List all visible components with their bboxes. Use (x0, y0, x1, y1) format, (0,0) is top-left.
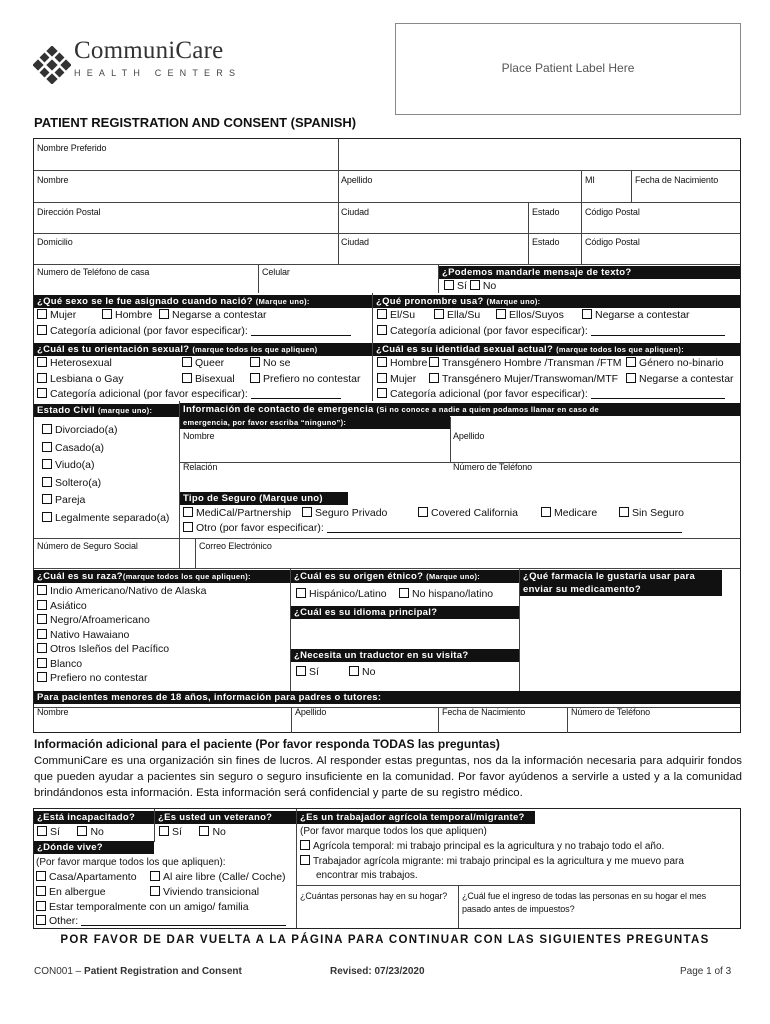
farmworker-option-migrant: Trabajador agrícola migrante: mi trabajo principal es la agricultura y me muevo para (300, 855, 684, 868)
marital-option (42, 494, 85, 507)
sex-option-female: Mujer (37, 309, 76, 322)
label-placeholder: Place Patient Label Here (501, 61, 635, 75)
additional-questions (33, 808, 741, 929)
identity-option-nonbinary: Género no-binario (626, 357, 724, 370)
ssn-label: Número de Seguro Social (37, 541, 138, 551)
specify-line[interactable] (591, 326, 725, 336)
option-label: Prefiero no contestar (50, 672, 148, 684)
farmworker-option-migrant-cont: encontrar mis trabajos. (316, 870, 418, 881)
veteran-question: ¿Es usted un veterano? (155, 811, 296, 824)
emergency-contact-hint: emergencia, por favor escriba “ninguno”): (180, 416, 450, 429)
orientation-option-hetero: Heterosexual (37, 357, 112, 370)
specify-line[interactable] (81, 916, 286, 926)
state-label: Estado (532, 237, 560, 247)
translator-option-yes: Sí (296, 666, 319, 679)
registration-form (33, 138, 741, 733)
identity-option-woman: Mujer (377, 373, 416, 386)
farmworker-hint: (Por favor marque todos los que apliquen) (300, 826, 487, 837)
checkbox[interactable] (377, 373, 387, 383)
guardian-last-label: Apellido (295, 707, 327, 717)
checkbox[interactable] (37, 826, 47, 836)
home-phone-label: Numero de Teléfono de casa (37, 267, 150, 277)
checkbox[interactable] (199, 826, 209, 836)
farmworker-option-seasonal: Agrícola temporal: mi trabajo principal es la agricultura y no trabajo todo el año. (300, 840, 664, 853)
checkbox[interactable] (150, 886, 160, 896)
sex-option-other: Categoría adicional (por favor especificar): (37, 325, 351, 338)
marital-option (42, 512, 169, 525)
address-label: Domicilio (37, 237, 73, 247)
emergency-name-label: Nombre (183, 431, 215, 441)
checkbox[interactable] (182, 373, 192, 383)
guardian-phone-label: Número de Teléfono (571, 707, 651, 717)
household-people-label: ¿Cuántas personas hay en su hogar? (300, 891, 448, 901)
living-option-shelter: En albergue (36, 886, 106, 899)
option-label: Nativo Hawaiano (50, 628, 130, 641)
living-hint: (Por favor marque todos los que apliquen): (36, 857, 226, 868)
email-label: Correo Electrónico (199, 541, 272, 551)
pronoun-question: ¿Qué pronombre usa? (Marque uno): (373, 295, 740, 308)
orientation-option-unknown: No se (250, 357, 290, 370)
checkbox[interactable] (36, 886, 46, 896)
insurance-option-medicare: Medicare (541, 507, 597, 520)
marital-option (42, 442, 104, 455)
option-label: Sí (457, 280, 467, 292)
identity-option-man: Hombre (377, 357, 427, 370)
checkbox[interactable] (159, 309, 169, 319)
checkbox[interactable] (150, 871, 160, 881)
preferred-name-label: Nombre Preferido (37, 143, 107, 153)
last-name-label: Apellido (341, 175, 373, 185)
footer-page: Page 1 of 3 (680, 966, 732, 977)
checkbox[interactable] (42, 424, 52, 434)
checkbox[interactable] (37, 600, 47, 610)
veteran-options: Sí No (159, 826, 226, 839)
document-title: PATIENT REGISTRATION AND CONSENT (SPANISH) (34, 115, 357, 130)
checkbox[interactable] (250, 357, 260, 367)
checkbox[interactable] (470, 280, 480, 290)
translator-question: ¿Necesita un traductor en su visita? (291, 649, 519, 662)
race-option (37, 614, 150, 627)
option-label: Legalmente separado(a) (55, 511, 170, 524)
insurance-option-private: Seguro Privado (302, 507, 387, 520)
checkbox[interactable] (37, 309, 47, 319)
checkbox[interactable] (42, 512, 52, 522)
identity-question: ¿Cuál es su identidad sexual actual? (marque todos los que apliquen): (373, 343, 740, 356)
checkbox[interactable] (444, 280, 454, 290)
living-option-house: Casa/Apartamento (36, 871, 137, 884)
option-label: Indio Americano/Nativo de Alaska (50, 585, 207, 597)
race-option (37, 629, 129, 642)
marital-option (42, 424, 117, 437)
checkbox[interactable] (37, 629, 47, 639)
additional-info-paragraph: CommuniCare es una organización sin fines de lucros. Al responder estas preguntas, nos da la información necesaria para adquirir fondos que pueden ayudar a pacientes sin seguro o seguro insuficiente en la comunidad. Por favor ayúdenos a servirle a usted y a la comunidad brindándonos esta información. Esta información será confidencial y parte de su registro médico. (34, 755, 742, 799)
minors-title: Para pacientes menores de 18 años, información para padres o tutores: (34, 691, 740, 704)
checkbox[interactable] (626, 357, 636, 367)
orientation-option-other: Categoría adicional (por favor especificar): (37, 388, 341, 401)
checkbox[interactable] (37, 585, 47, 595)
option-label: Divorciado(a) (55, 424, 118, 436)
checkbox[interactable] (377, 357, 387, 367)
living-option-temporary: Estar temporalmente con un amigo/ familia (36, 901, 249, 914)
checkbox[interactable] (37, 373, 47, 383)
race-option (37, 585, 206, 598)
orientation-question: ¿Cuál es tu orientación sexual? (marque todos los que apliquen) (34, 343, 372, 356)
identity-option-transwoman: Transgénero Mujer/Transwoman/MTF (429, 373, 618, 386)
ethnicity-option-hispanic: Hispánico/Latino (296, 588, 387, 601)
pharmacy-question-line1: ¿Qué farmacia le gustaría usar para (520, 570, 722, 583)
checkbox[interactable] (37, 357, 47, 367)
disabled-options: Sí No (37, 826, 104, 839)
pronoun-option-other: Categoría adicional (por favor especificar): (377, 325, 725, 338)
option-label: Otros Isleños del Pacífico (50, 643, 170, 655)
checkbox[interactable] (377, 325, 387, 335)
specify-line[interactable] (251, 326, 351, 336)
checkbox[interactable] (37, 325, 47, 335)
checkbox[interactable] (582, 309, 592, 319)
checkbox[interactable] (496, 309, 506, 319)
marital-option (42, 459, 95, 472)
checkbox[interactable] (626, 373, 636, 383)
specify-line[interactable] (327, 523, 682, 533)
option-label: Negro/Afroamericano (50, 614, 150, 626)
checkbox[interactable] (302, 507, 312, 517)
marital-option (42, 477, 101, 490)
checkbox[interactable] (377, 309, 387, 319)
race-option (37, 643, 169, 656)
checkbox[interactable] (619, 507, 629, 517)
insurance-option-none: Sin Seguro (619, 507, 684, 520)
race-option (37, 658, 82, 671)
specify-line[interactable] (251, 389, 341, 399)
household-income-label-cont: pasado antes de impuestos? (462, 904, 575, 914)
checkbox[interactable] (300, 840, 310, 850)
identity-option-decline: Negarse a contestar (626, 373, 734, 386)
checkbox[interactable] (37, 643, 47, 653)
identity-option-transman: Transgénero Hombre /Transman /FTM (429, 357, 622, 370)
checkbox[interactable] (541, 507, 551, 517)
state-label: Estado (532, 207, 560, 217)
option-label: Asiático (50, 599, 87, 612)
checkbox[interactable] (37, 672, 47, 682)
checkbox[interactable] (36, 901, 46, 911)
city-label: Ciudad (341, 237, 369, 247)
pronoun-option-decline: Negarse a contestar (582, 309, 690, 322)
orientation-option-decline: Prefiero no contestar (250, 373, 360, 386)
household-income-label: ¿Cuál fue el ingreso de todas las personas en su hogar el mes (462, 891, 707, 901)
orientation-option-bisexual: Bisexual (182, 373, 235, 386)
city-label: Ciudad (341, 207, 369, 217)
text-message-question: ¿Podemos mandarle mensaje de texto? (439, 266, 740, 279)
checkbox[interactable] (37, 658, 47, 668)
orientation-option-lesbian-gay: Lesbiana o Gay (37, 373, 124, 386)
checkbox[interactable] (300, 855, 310, 865)
insurance-option-covered-ca: Covered California (418, 507, 518, 520)
living-option-outdoors: Al aire libre (Calle/ Coche) (150, 871, 286, 884)
patient-label-box (395, 23, 741, 115)
option-label: No (482, 280, 497, 292)
checkbox[interactable] (42, 494, 52, 504)
race-option (37, 672, 147, 685)
checkbox[interactable] (182, 357, 192, 367)
checkbox[interactable] (418, 507, 428, 517)
option-label: Blanco (50, 657, 83, 670)
checkbox[interactable] (429, 357, 439, 367)
dob-label: Fecha de Nacimiento (635, 175, 719, 185)
identity-option-other: Categoría adicional (por favor especificar): (377, 388, 725, 401)
checkbox[interactable] (37, 614, 47, 624)
checkbox[interactable] (159, 826, 169, 836)
zip-label: Código Postal (585, 237, 640, 247)
footer-form-code: CON001 – Patient Registration and Consent (34, 966, 242, 977)
ethnicity-question: ¿Cuál es su origen étnico? (Marque uno): (291, 570, 519, 583)
insurance-option-medical: MediCal/Partnership (183, 507, 291, 520)
insurance-title: Tipo de Seguro (Marque uno) (180, 492, 348, 505)
cell-label: Celular (262, 267, 290, 277)
turn-page-banner: POR FAVOR DE DAR VUELTA A LA PÁGINA PARA CONTINUAR CON LAS SIGUIENTES PREGUNTAS (60, 934, 710, 946)
logo-subtitle: HEALTH CENTERS (74, 68, 242, 78)
checkbox[interactable] (399, 588, 409, 598)
checkbox[interactable] (42, 442, 52, 452)
option-label: Soltero(a) (55, 476, 102, 489)
text-message-options (444, 280, 496, 293)
checkbox[interactable] (296, 666, 306, 676)
checkbox[interactable] (36, 871, 46, 881)
specify-line[interactable] (591, 389, 725, 399)
language-question: ¿Cuál es su idioma principal? (291, 606, 519, 619)
first-name-label: Nombre (37, 175, 69, 185)
checkbox[interactable] (296, 588, 306, 598)
mi-label: MI (585, 175, 595, 185)
pronoun-option-el: El/Su (377, 309, 415, 322)
checkbox[interactable] (434, 309, 444, 319)
checkbox[interactable] (377, 388, 387, 398)
option-label: Casado(a) (55, 441, 105, 454)
guardian-dob-label: Fecha de Nacimiento (442, 707, 526, 717)
option-label: Pareja (55, 494, 86, 506)
checkbox[interactable] (429, 373, 439, 383)
postal-address-label: Dirección Postal (37, 207, 101, 217)
emergency-relation-label: Relación (183, 462, 218, 472)
race-question: ¿Cuál es su raza?(marque todos los que apliquen): (34, 570, 290, 583)
emergency-contact-title: Información de contacto de emergencia (Si no conoce a nadie a quien podamos llamar en caso de (180, 403, 740, 416)
living-option-other: Other: (36, 915, 286, 928)
checkbox[interactable] (183, 507, 193, 517)
logo-icon (33, 46, 71, 84)
checkbox[interactable] (183, 522, 193, 532)
sex-option-male: Hombre (102, 309, 152, 322)
sex-option-decline: Negarse a contestar (159, 309, 267, 322)
logo-name: CommuniCare (74, 37, 224, 64)
pronoun-option-ellos: Ellos/Suyos (496, 309, 564, 322)
pharmacy-question-line2: enviar su medicamento? (520, 583, 722, 596)
checkbox[interactable] (77, 826, 87, 836)
living-question: ¿Dónde vive? (34, 841, 154, 854)
farmworker-question: ¿Es un trabajador agrícola temporal/migrante? (297, 811, 535, 824)
living-option-transitional: Viviendo transicional (150, 886, 259, 899)
race-option (37, 600, 87, 613)
marital-status-title: Estado Civil (marque uno): (34, 404, 179, 417)
pronoun-option-ella: Ella/Su (434, 309, 480, 322)
checkbox[interactable] (42, 459, 52, 469)
checkbox[interactable] (36, 915, 46, 925)
emergency-last-label: Apellido (453, 431, 485, 441)
checkbox[interactable] (349, 666, 359, 676)
checkbox[interactable] (37, 388, 47, 398)
checkbox[interactable] (42, 477, 52, 487)
orientation-option-queer: Queer (182, 357, 224, 370)
footer-revised: Revised: 07/23/2020 (330, 966, 425, 977)
translator-option-no: No (349, 666, 375, 679)
additional-info-title: Información adicional para el paciente (Por favor responda TODAS las preguntas) (34, 737, 500, 751)
emergency-phone-label: Número de Teléfono (453, 462, 533, 472)
insurance-option-other: Otro (por favor especificar): (183, 522, 682, 535)
checkbox[interactable] (250, 373, 260, 383)
disabled-question: ¿Está incapacitado? (34, 811, 154, 824)
sex-question: ¿Qué sexo se le fue asignado cuando nació? (Marque uno): (34, 295, 372, 308)
zip-label: Código Postal (585, 207, 640, 217)
guardian-name-label: Nombre (37, 707, 69, 717)
ethnicity-option-non-hispanic: No hispano/latino (399, 588, 493, 601)
checkbox[interactable] (102, 309, 112, 319)
option-label: Viudo(a) (55, 459, 95, 471)
